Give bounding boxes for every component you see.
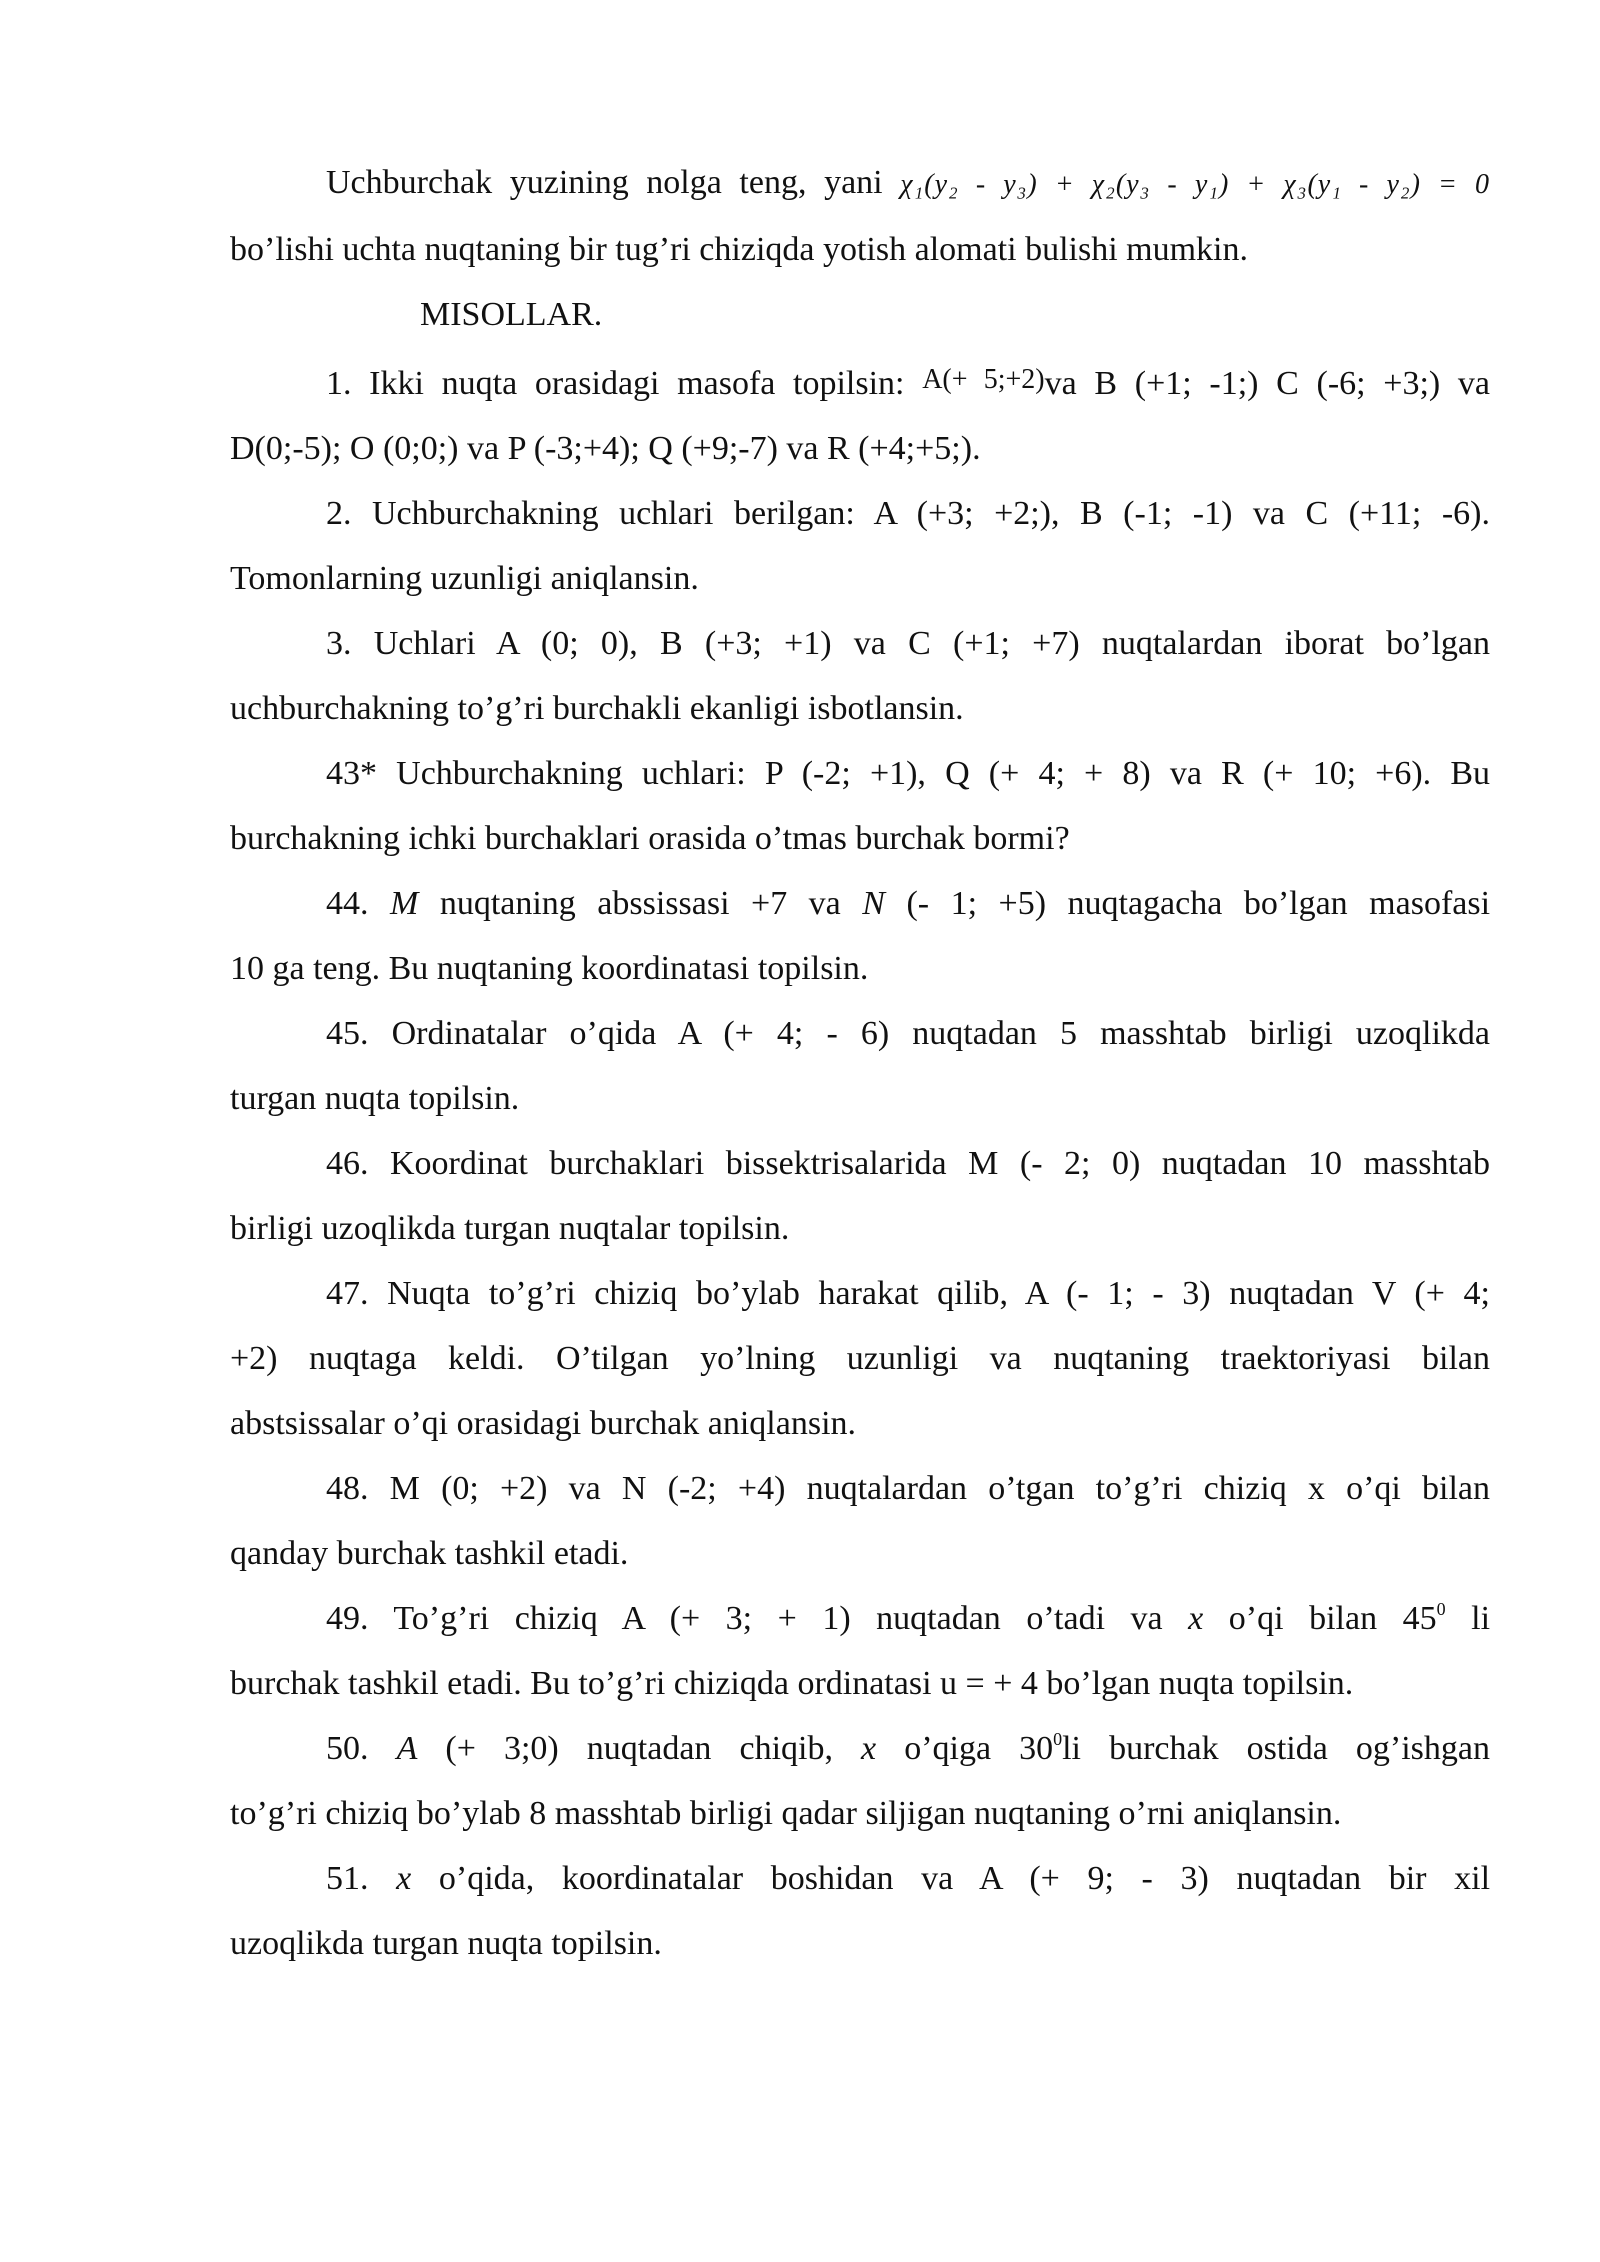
exercise-line: [230, 1716, 1490, 1781]
text: Uchburchak yuzining nolga teng, yani: [326, 164, 883, 201]
text: 44.: [326, 885, 369, 922]
text: nuqtaning abssissasi +7 va: [439, 885, 841, 922]
exercise-line: 3. Uchlari A (0; 0), B (+3; +1) va C (+1; +7) nuqtalardan iborat bo’lgan: [326, 625, 1490, 662]
exercise-line: burchak tashkil etadi. Bu to’g’ri chiziqda ordinatasi u = + 4 bo’lgan nuqta topilsin.: [230, 1665, 1354, 1702]
exercise-line: [230, 871, 1490, 936]
exercise-line: 46. Koordinat burchaklari bissektrisalarida M (- 2; 0) nuqtadan 10 masshtab: [326, 1145, 1490, 1182]
document-page: [230, 150, 1490, 1976]
exercise-line: 43* Uchburchakning uchlari: P (-2; +1), Q (+ 4; + 8) va R (+ 10; +6). Bu: [326, 755, 1490, 792]
exercise-line: 2. Uchburchakning uchlari berilgan: A (+3; +2;), B (-1; -1) va C (+11; -6).: [326, 495, 1490, 532]
axis-label: x: [861, 1730, 877, 1767]
exercise-line: D(0;-5); O (0;0;) va P (-3;+4); Q (+9;-7) va R (+4;+5;).: [230, 430, 981, 467]
text: (+ 3;0) nuqtadan chiqib,: [445, 1730, 833, 1767]
text: (- 1; +5) nuqtagacha bo’lgan masofasi: [906, 885, 1491, 922]
exercise-line: to’g’ri chiziq bo’ylab 8 masshtab birligi qadar siljigan nuqtaning o’rni aniqlansin.: [230, 1795, 1342, 1832]
exercise-line: [230, 1586, 1490, 1651]
point-label: A: [396, 1730, 418, 1767]
text: [904, 1730, 1490, 1767]
text: o’qi bilan 45: [1228, 1600, 1437, 1637]
axis-label: x: [396, 1860, 412, 1897]
exercise-line: burchakning ichki burchaklari orasida o’tmas burchak bormi?: [230, 820, 1070, 857]
point-label: N: [862, 885, 885, 922]
exercise-line: [230, 347, 1490, 416]
exercise-line: 47. Nuqta to’g’ri chiziq bo’ylab harakat qilib, A (- 1; - 3) nuqtadan V (+ 4;: [326, 1275, 1490, 1312]
exercise-line: uchburchakning to’g’ri burchakli ekanligi isbotlansin.: [230, 690, 964, 727]
exercise-line: Tomonlarning uzunligi aniqlansin.: [230, 560, 699, 597]
exercise-line: 48. M (0; +2) va N (-2; +4) nuqtalardan o’tgan to’g’ri chiziq x o’qi bilan: [326, 1470, 1490, 1507]
text: va B (+1; -1;) C (-6; +3;) va: [1044, 365, 1491, 402]
text: o’qida, koordinatalar boshidan va A (+ 9; - 3) nuqtadan bir xil: [438, 1860, 1491, 1897]
exercise-line: birligi uzoqlikda turgan nuqtalar topilsin.: [230, 1210, 790, 1247]
exercise-line: +2) nuqtaga keldi. O’tilgan yo’lning uzunligi va nuqtaning traektoriyasi bilan: [230, 1340, 1490, 1377]
exercise-line: 45. Ordinatalar o’qida A (+ 4; - 6) nuqtadan 5 masshtab birligi uzoqlikda: [326, 1015, 1490, 1052]
exercise-line: abstsissalar o’qi orasidagi burchak aniqlansin.: [230, 1405, 857, 1442]
text: 49. To’g’ri chiziq A (+ 3; + 1) nuqtadan o’tadi va: [326, 1600, 1163, 1637]
exercise-line: qanday burchak tashkil etadi.: [230, 1535, 629, 1572]
paragraph-line: [230, 150, 1490, 217]
axis-label: x: [1188, 1600, 1204, 1637]
point-label: M: [390, 885, 419, 922]
text: 1. Ikki nuqta orasidagi masofa topilsin:: [326, 365, 905, 402]
exercise-line: 10 ga teng. Bu nuqtaning koordinatasi topilsin.: [230, 950, 869, 987]
paragraph-line: bo’lishi uchta nuqtaning bir tug’ri chiziqda yotish alomati bulishi mumkin.: [230, 231, 1248, 268]
text: [1229, 1600, 1446, 1637]
text: li burchak ostida og’ishgan: [1062, 1730, 1490, 1767]
degree-sup: 0: [1436, 1599, 1446, 1619]
text: o’qiga 30: [904, 1730, 1054, 1767]
text: 50.: [326, 1730, 369, 1767]
point-a: A(+ 5;+2): [922, 364, 1045, 395]
exercise-line: [230, 1846, 1490, 1911]
exercise-line: turgan nuqta topilsin.: [230, 1080, 520, 1117]
section-heading: MISOLLAR.: [420, 296, 603, 333]
exercise-line: uzoqlikda turgan nuqta topilsin.: [230, 1925, 662, 1962]
text: 51.: [326, 1860, 369, 1897]
degree-sup: 0: [1053, 1729, 1063, 1749]
text: li: [1471, 1600, 1491, 1637]
collinearity-formula: χ₁(y₂ - y₃) + χ₂(y₃ - y₁) + χ₃(y₁ - y₂) = 0: [900, 169, 1491, 200]
